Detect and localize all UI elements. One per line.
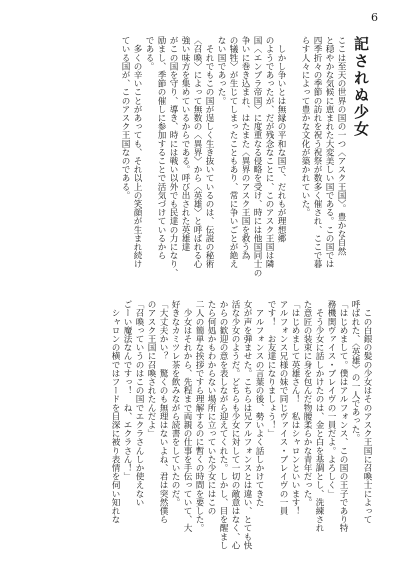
text-line: アルフォンスの言葉の後、勢いよく話しかけてきた (254, 300, 264, 507)
text-line: 活な少女のようだ。どちらも少女に対して一切の敵意はなく、心 (230, 300, 240, 550)
text-line: からの歓迎の意を表しながら迎えてくれた。しかし、目を醒まし (218, 300, 228, 550)
text-line: 「大丈夫かい？ 驚くのも無理はないよね、君は突然僕ら (158, 300, 168, 524)
text-line: 励まし、季節の催しに参加することで活気づけているから (156, 36, 166, 260)
text-line: 務機関ヴァイス・ブレイヴの一員だよ。よろしく」 (326, 300, 336, 498)
text-line: がこの国を守り、導き、時には戦い以外でも民達の力になり、 (168, 36, 178, 277)
text-line: らす人々によって豊かな文化が築かれていた。 (300, 36, 310, 217)
text-line: と穏やかな気候に恵まれた大変美しい国である。この国では (324, 36, 334, 269)
bottom-text-block (110, 300, 372, 550)
text-line: たら何処かもわからない場所に立っていた少女にはこの (206, 300, 216, 515)
text-line: ている国が、このアスク王国なのである。 (120, 36, 130, 200)
chapter-title: 記されぬ少女 (352, 36, 370, 138)
text-line: 四季折々の季節の訪れを祝う祝祭が数多く催され、ここで暮 (312, 36, 322, 269)
text-line: のアスク王国に召喚されたんだよ」 (146, 300, 156, 438)
text-line: 女が声を弾ませた。こちらは兄アルフォンスとは違い、とても快 (242, 300, 252, 550)
text-line: 〈召喚〉によって無数の〈異界〉から〈英雄〉と呼ばれる心 (192, 36, 202, 269)
text-line: アルフォンス兄様の妹で同じヴァイス・ブレイヴの一員 (278, 300, 288, 515)
text-line: そう少女に話しかけたのは、金と白を基調とし、洗練され (314, 300, 324, 533)
text-line: この白銀の髪の少女はそのアスク王国に召喚士によって (362, 300, 372, 524)
text-line: 多くの辛いことがあっても、それ以上の笑顔が生まれ続け (132, 36, 142, 269)
text-line: の犠牲〉が生じてしまったこともあり、常に争いごとが絶え (228, 36, 238, 269)
paragraph-gap (288, 36, 298, 292)
text-line: 強い味方を集めているからである。呼び出された英雄達 (180, 36, 190, 251)
text-line: ない国であった。 (216, 36, 226, 105)
text-line: 「召喚っていうのはこの国でエクラさんしか使えない (134, 300, 144, 507)
text-line: のようであったが、だが残念なことに、このアスク王国は隣 (264, 36, 274, 269)
text-line: 争いに巻き込まれ、はたまた〈異界のアスク王国を救う為 (240, 36, 250, 260)
text-line: である。 (144, 36, 154, 71)
text-line: ここは至天の世界の国の一つ〈アスク王国〉。豊かな自然 (336, 36, 346, 256)
text-line: 好きなカミツレ茶を飲みながら読書をしていたのだ。 (170, 300, 180, 507)
text-line: それでもこの国が逞しく生き抜いているのは、伝説の秘術 (204, 36, 214, 269)
text-line: 呼ばれた、〈英雄〉の一人であった。 (350, 300, 360, 442)
text-line: 国〈エンブラ帝国〉に度重なる侵略を受け、時には他国同士の (252, 36, 262, 277)
text-line: シャロンの横ではフードを目深に被り表情を伺い知れな (110, 300, 120, 524)
top-text-block (120, 36, 372, 292)
text-line: ごーい魔法なんですっ！ ね、エクラさん！」 (122, 300, 132, 481)
text-line: です！ お友達になりましょう！」 (266, 300, 276, 438)
text-line: 二人の簡単な挨拶ですら理解するのに暫くの時間を要した。 (194, 300, 204, 533)
text-line: 「はじめまして英雄さん！ 私はシャロンといいます！ (290, 300, 300, 515)
text-line: た意匠の装束に身を包んだ物腰柔らかな青年だった。 (302, 300, 312, 507)
text-line: 少女はそれから、先程まで両親の仕事を手伝っていて、大 (182, 300, 192, 533)
text-line: しかし争いとは無縁の平和な国で、だれもが理想郷 (276, 36, 286, 243)
page-number: 6 (371, 11, 378, 24)
text-line: 「はじめまして。僕はアルフォンス、この国の王子であり特 (338, 300, 348, 533)
